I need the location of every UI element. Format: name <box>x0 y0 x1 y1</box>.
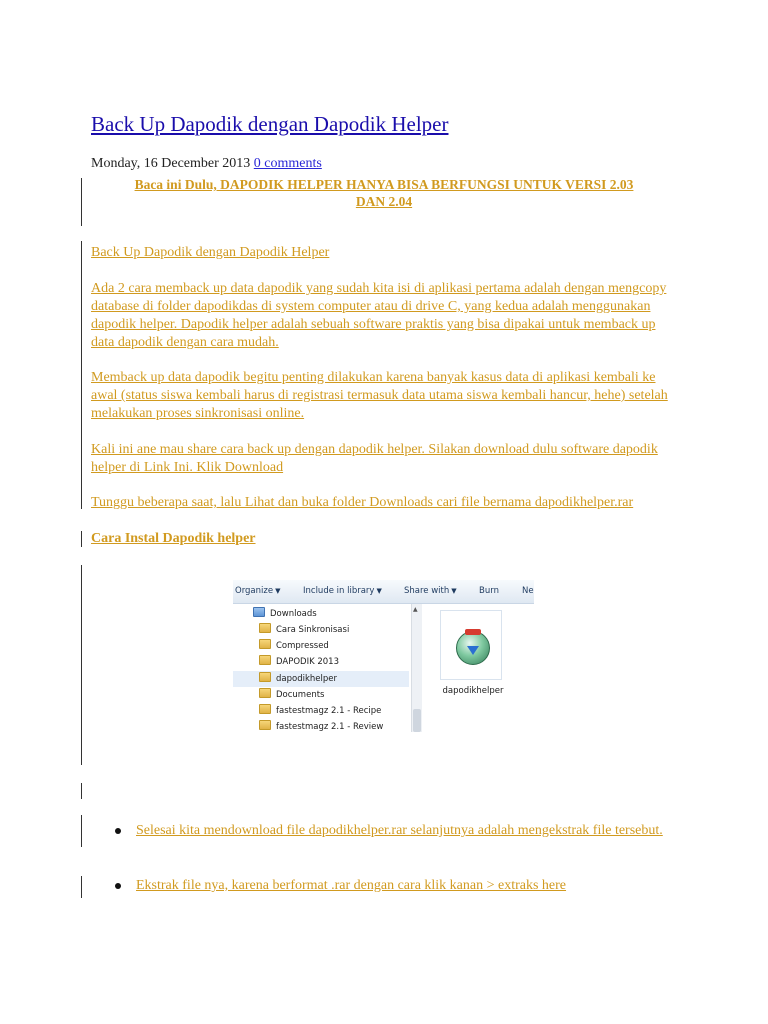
dapodikhelper-app-icon <box>456 631 490 665</box>
explorer-toolbar <box>233 580 534 604</box>
nav-folder: Cara Sinkronisasi <box>259 622 349 638</box>
margin-bar <box>81 815 82 847</box>
downloads-folder-icon <box>253 607 265 617</box>
scroll-up-icon: ▲ <box>413 606 418 613</box>
margin-bar <box>81 178 82 226</box>
nav-folder: DAPODIK 2013 <box>259 654 339 670</box>
new-folder-menu: Ne <box>522 586 534 596</box>
nav-downloads: Downloads <box>253 606 317 622</box>
explorer-nav-pane <box>233 604 411 732</box>
steps-list-2 <box>115 877 675 895</box>
file-label: dapodikhelper <box>442 686 504 696</box>
nav-folder: Documents <box>259 687 324 703</box>
list-item[interactable]: Ekstrak file nya, karena berformat .rar dengan cara klik kanan > extraks here <box>115 877 675 895</box>
dropdown-caret-icon: ▼ <box>451 587 457 595</box>
paragraph-intro-link[interactable]: Ada 2 cara memback up data dapodik yang sudah kita isi di aplikasi pertama adalah dengan mengcopy database di folder dapodikdas di system computer atau di drive C, yang kedua adalah menggunakan dapodik helper. Dapodik helper adalah sebuah software praktis yang bisa dipakai untuk memback up data dapodik dengan cara mudah. <box>91 281 667 350</box>
folder-icon <box>259 639 271 649</box>
folder-icon <box>259 688 271 698</box>
explorer-scrollbar <box>411 604 422 732</box>
dropdown-caret-icon: ▼ <box>275 587 281 595</box>
nav-folder-selected: dapodikhelper <box>233 671 409 687</box>
organize-menu: Organize ▼ <box>235 586 281 596</box>
margin-bar <box>81 531 82 547</box>
folder-icon <box>259 655 271 665</box>
steps-list-1 <box>115 822 675 840</box>
share-with-menu: Share with ▼ <box>404 586 457 596</box>
include-library-menu: Include in library ▼ <box>303 586 382 596</box>
folder-icon <box>259 704 271 714</box>
margin-bar <box>81 241 82 509</box>
scroll-thumb <box>413 709 421 732</box>
notice-line-2: DAN 2.04 <box>355 194 413 209</box>
notice-line-1: Baca ini Dulu, DAPODIK HELPER HANYA BISA BERFUNGSI UNTUK VERSI 2.03 <box>134 177 634 192</box>
nav-folder: fastestmagz 2.1 - Review <box>259 719 383 732</box>
folder-icon <box>259 720 271 730</box>
section-heading-link[interactable]: Cara Instal Dapodik helper <box>91 531 256 546</box>
explorer-content-pane <box>422 604 534 732</box>
notice-link[interactable] <box>91 176 677 210</box>
comments-link[interactable]: 0 comments <box>253 156 322 171</box>
margin-bar <box>81 783 82 799</box>
margin-bar <box>81 565 82 765</box>
app-badge-icon <box>465 629 481 635</box>
burn-menu: Burn <box>479 586 499 596</box>
download-arrow-icon <box>467 646 479 655</box>
paragraph-importance-link[interactable]: Memback up data dapodik begitu penting dilakukan karena banyak kasus data di aplikasi kembali ke awal (status siswa kembali harus di registrasi termasuk data utama siswa kembali hancur, hehe) setelah melakukan proses sinkronisasi online. <box>91 370 668 421</box>
paragraph-wait-link[interactable]: Tunggu beberapa saat, lalu Lihat dan buka folder Downloads cari file bernama dapodikhelper.rar <box>91 495 634 510</box>
dropdown-caret-icon: ▼ <box>376 587 382 595</box>
post-date: Monday, 16 December 2013 <box>91 156 251 171</box>
explorer-screenshot <box>233 580 534 732</box>
margin-bar <box>81 876 82 898</box>
folder-icon <box>259 672 271 682</box>
paragraph-title-link[interactable]: Back Up Dapodik dengan Dapodik Helper <box>91 245 330 260</box>
paragraph-download-link[interactable]: Kali ini ane mau share cara back up dengan dapodik helper. Silakan download dulu software dapodik helper di Link Ini. Klik Download <box>91 442 658 475</box>
nav-folder: fastestmagz 2.1 - Recipe <box>259 703 381 719</box>
folder-icon <box>259 623 271 633</box>
list-item[interactable]: Selesai kita mendownload file dapodikhelper.rar selanjutnya adalah mengekstrak file tersebut. <box>115 822 675 840</box>
file-thumbnail <box>440 610 502 680</box>
post-meta <box>91 156 322 172</box>
nav-folder: Compressed <box>259 638 329 654</box>
post-title-link[interactable]: Back Up Dapodik dengan Dapodik Helper <box>91 112 449 136</box>
